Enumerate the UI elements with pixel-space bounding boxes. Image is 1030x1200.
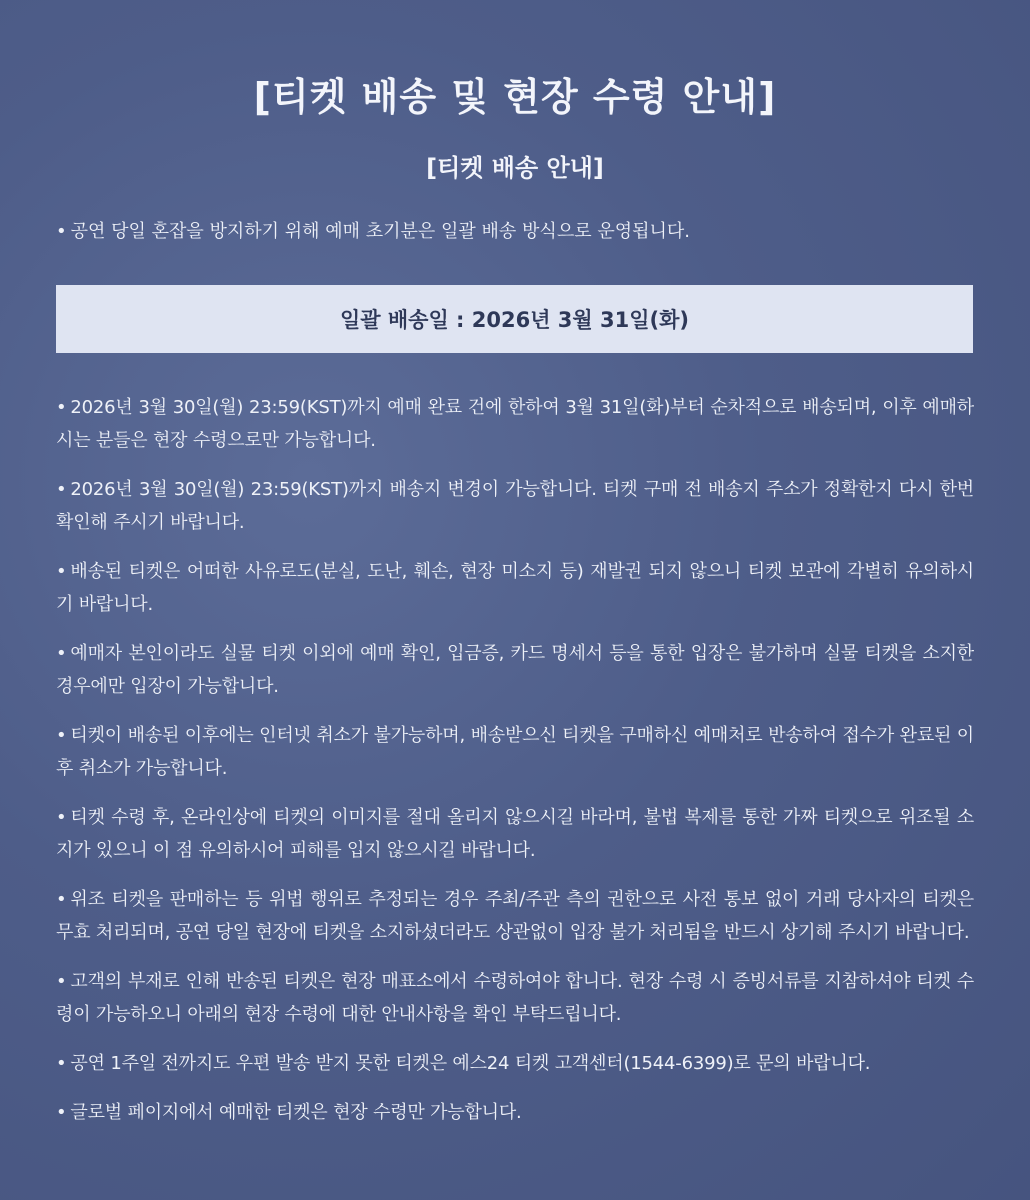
notice-list xyxy=(56,391,974,1145)
intro-label: 공연 당일 혼잡을 방지하기 위해 예매 초기분은 일괄 배송 방식으로 운영됩니다. xyxy=(70,221,690,242)
section-title: [티켓 배송 안내] xyxy=(426,154,604,182)
bullet-icon: • xyxy=(56,725,67,746)
bullet-icon: • xyxy=(56,1102,67,1123)
list-item-text: 2026년 3월 30일(월) 23:59(KST)까지 예매 완료 건에 한하여 3월 31일(화)부터 순차적으로 배송되며, 이후 예매하시는 분들은 현장 수령으로만 가능합니다. xyxy=(56,397,974,451)
list-item xyxy=(56,473,974,539)
list-item-text: 예매자 본인이라도 실물 티켓 이외에 예매 확인, 입금증, 카드 명세서 등을 통한 입장은 불가하며 실물 티켓을 소지한 경우에만 입장이 가능합니다. xyxy=(56,643,974,697)
bullet-icon: • xyxy=(56,807,67,828)
list-item-text: 글로벌 페이지에서 예매한 티켓은 현장 수령만 가능합니다. xyxy=(70,1102,522,1123)
intro-text xyxy=(56,216,976,248)
bullet-icon: • xyxy=(56,971,67,992)
list-item-text: 티켓 수령 후, 온라인상에 티켓의 이미지를 절대 올리지 않으시길 바라며, 불법 복제를 통한 가짜 티켓으로 위조될 소지가 있으니 이 점 유의하시어 피해를 입지 않으시길 바랍니다. xyxy=(56,807,974,861)
bullet-icon: • xyxy=(56,1053,67,1074)
delivery-date-banner xyxy=(56,285,973,353)
list-item xyxy=(56,637,974,703)
list-item xyxy=(56,801,974,867)
list-item-text: 고객의 부재로 인해 반송된 티켓은 현장 매표소에서 수령하여야 합니다. 현장 수령 시 증빙서류를 지참하셔야 티켓 수령이 가능하오니 아래의 현장 수령에 대한 안내사항을 확인 부탁드립니다. xyxy=(56,971,974,1025)
bullet-icon: • xyxy=(56,221,67,242)
list-item-text: 공연 1주일 전까지도 우편 발송 받지 못한 티켓은 예스24 티켓 고객센터(1544-6399)로 문의 바랍니다. xyxy=(70,1053,871,1074)
bullet-icon: • xyxy=(56,889,67,910)
list-item-text: 배송된 티켓은 어떠한 사유로도(분실, 도난, 훼손, 현장 미소지 등) 재발권 되지 않으니 티켓 보관에 각별히 유의하시기 바랍니다. xyxy=(56,561,974,615)
list-item-text: 2026년 3월 30일(월) 23:59(KST)까지 배송지 변경이 가능합니다. 티켓 구매 전 배송지 주소가 정확한지 다시 한번 확인해 주시기 바랍니다. xyxy=(56,479,974,533)
page-title: [티켓 배송 및 현장 수령 안내] xyxy=(253,75,777,119)
bullet-icon: • xyxy=(56,643,67,664)
bullet-icon: • xyxy=(56,561,67,582)
list-item xyxy=(56,883,974,949)
bullet-icon: • xyxy=(56,397,67,418)
list-item xyxy=(56,1096,974,1129)
list-item xyxy=(56,1047,974,1080)
list-item-text: 위조 티켓을 판매하는 등 위법 행위로 추정되는 경우 주최/주관 측의 권한으로 사전 통보 없이 거래 당사자의 티켓은 무효 처리되며, 공연 당일 현장에 티켓을 소지하셨더라도 상관없이 입장 불가 처리됨을 반드시 상기해 주시기 바랍니다. xyxy=(56,889,974,943)
list-item xyxy=(56,965,974,1031)
list-item xyxy=(56,555,974,621)
list-item xyxy=(56,719,974,785)
list-item xyxy=(56,391,974,457)
delivery-date-text: 일괄 배송일 : 2026년 3월 31일(화) xyxy=(339,308,689,332)
bullet-icon: • xyxy=(56,479,67,500)
list-item-text: 티켓이 배송된 이후에는 인터넷 취소가 불가능하며, 배송받으신 티켓을 구매하신 예매처로 반송하여 접수가 완료된 이후 취소가 가능합니다. xyxy=(56,725,974,779)
